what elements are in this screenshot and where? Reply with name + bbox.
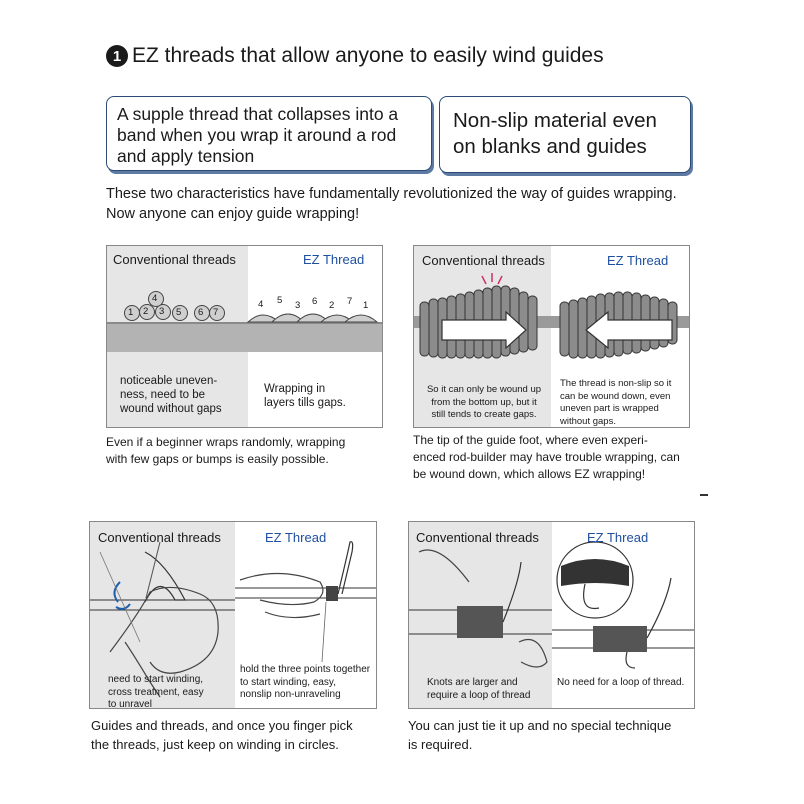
divider-mark [700,494,708,496]
caption-line: be wound down, which allows EZ wrapping! [413,467,646,481]
comparison-panel-start-winding [89,521,377,709]
number-badge: 1 [106,45,128,67]
layer-number: 3 [295,300,301,311]
circle-number: 4 [152,293,158,304]
callout-non-slip [439,96,691,173]
caption-line: You can just tie it up and no special technique [408,718,672,733]
text-line: cross treatment, easy [108,686,204,698]
conventional-description [427,677,530,702]
heading-text: EZ threads that allow anyone to easily wind guides [132,44,604,67]
caption-line: with few gaps or bumps is easily possible. [106,452,329,466]
callout-line: on blanks and guides [453,135,647,158]
text-line: layers tills gaps. [264,397,346,409]
layer-number: 4 [258,299,264,310]
ez-description [240,664,370,702]
text-line: to unravel [108,699,152,709]
text-line: can be wound down, even [560,390,671,402]
text-line: need to start winding, [108,674,204,685]
layer-number: 6 [312,296,318,307]
panel-caption [408,716,671,754]
text-line: ness, need to be [120,389,206,401]
section-heading [106,44,604,68]
text-line: noticeable uneven- [120,375,218,387]
text-line: Knots are larger and [427,677,518,688]
text-line: still tends to create gaps. [431,409,537,420]
panel-caption [413,432,695,483]
text-line: from the bottom up, but it [431,396,537,408]
conventional-description [108,674,204,709]
text-line: wound without gaps [120,403,222,415]
conventional-title: Conventional threads [98,530,221,545]
caption-line: Even if a beginner wraps randomly, wrapping [106,435,346,449]
layer-number: 2 [329,300,335,311]
layer-number: 7 [347,296,353,307]
text-line: No need for a loop of thread. [557,677,685,688]
circle-number: 6 [198,307,204,318]
text-line: without gaps. [560,415,616,427]
text-line: hold the three points together [240,664,371,675]
conventional-title: Conventional threads [416,530,539,545]
circle-number: 1 [128,307,134,318]
circle-number: 5 [176,307,182,318]
text-line: nonslip non-unraveling [240,689,341,700]
panel-caption [91,716,353,754]
ez-description [557,677,684,690]
text-line: require a loop of thread [427,689,531,701]
intro-line: These two characteristics have fundamentally revolutionized the way of guides wrapping. [106,186,677,202]
text-line: uneven part is wrapped [560,403,659,414]
conventional-title: Conventional threads [113,252,236,267]
ez-description [560,378,682,428]
comparison-panel-knots [408,521,695,709]
caption-line: Guides and threads, and once you finger pick [91,718,353,733]
panel-caption [106,434,345,468]
text-line: Wrapping in [264,383,326,395]
ez-title: EZ Thread [607,253,669,268]
text-line: to start winding, easy, [240,676,336,688]
callout-supple-thread [106,96,432,171]
ez-title: EZ Thread [303,252,365,267]
intro-text [106,184,677,224]
callout-line: Non-slip material even [453,109,657,132]
caption-line: enced rod-builder may have trouble wrapping, can [413,450,680,464]
ez-title: EZ Thread [265,530,327,545]
caption-line: is required. [408,737,473,752]
conventional-description [120,374,222,416]
comparison-panel-gaps [106,245,383,428]
intro-line: Now anyone can enjoy guide wrapping! [106,206,360,222]
callout-line: A supple thread that collapses into a [117,104,399,124]
circle-number: 2 [143,306,149,317]
callout-line: and apply tension [117,146,255,166]
ez-description [264,382,346,410]
caption-line: the threads, just keep on winding in circles. [91,737,339,752]
ez-title: EZ Thread [587,530,649,545]
text-line: So it can only be wound up [426,384,542,395]
layer-number: 1 [363,300,369,311]
circle-number: 7 [213,307,219,318]
circle-number: 3 [159,306,165,317]
layer-number: 5 [277,295,283,306]
text-line: The thread is non-slip so it [560,378,672,389]
comparison-panel-direction [413,245,690,428]
conventional-description [422,384,546,422]
conventional-title: Conventional threads [422,253,545,268]
caption-line: The tip of the guide foot, where even experi- [413,433,648,447]
callout-line: band when you wrap it around a rod [117,125,397,145]
